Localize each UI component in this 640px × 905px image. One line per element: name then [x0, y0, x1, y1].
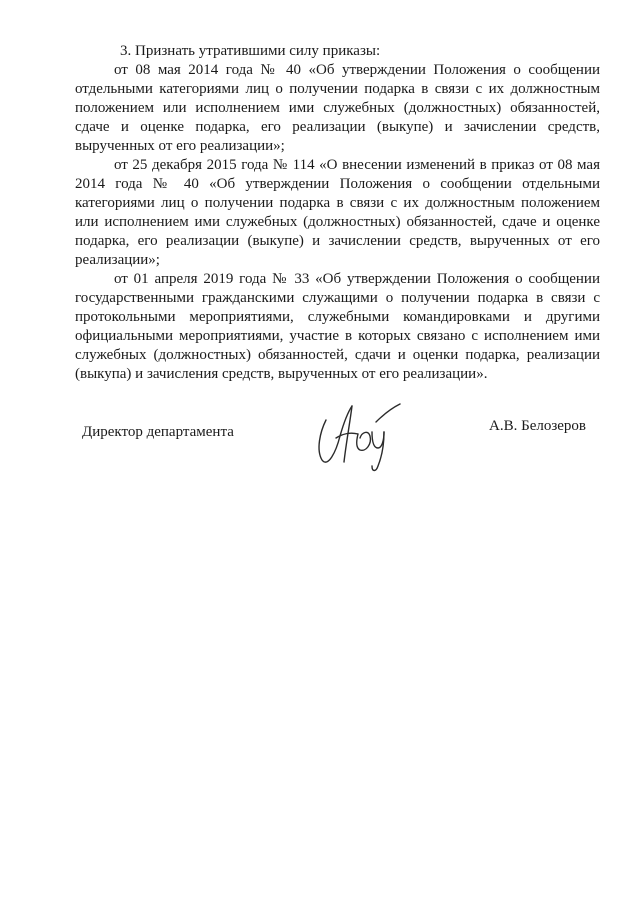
revoked-order-1: от 08 мая 2014 года № 40 «Об утверждении Положения о сообщении отдельными категориями лиц о получении подарка в связи с их должностным положением или исполнением ими служебных (должностных) обязанностей, сдаче и оценке подарка, его реализации (выкупе) и зачислении средств, вырученных от его реализации»; [75, 62, 600, 154]
revoked-order-3: от 01 апреля 2019 года № 33 «Об утверждении Положения о сообщении государственными гражданскими служащими о получении подарка в связи с протокольными мероприятиями, служебными командировками и другими официальными мероприятиями, участие в которых связано с исполнением ими служебных (должностных) обязанностей, сдачи и оценки подарка, реализации (выкупа) и зачисления средств, вырученных от его реализации». [75, 271, 600, 382]
clause-heading: 3. Признать утратившими силу приказы: [120, 43, 381, 59]
document-body [75, 42, 600, 384]
revoked-order-2: от 25 декабря 2015 года № 114 «О внесении изменений в приказ от 08 мая 2014 года № 40 «Об утверждении Положения о сообщении отдельными категориями лиц о получении подарка в связи с их должностным положением или исполнением ими служебных (должностных) обязанностей, сдаче и оценке подарка, его реализации (выкупе) и зачислении средств, вырученных от его реализации»; [75, 157, 600, 268]
signatory-name: А.В. Белозеров [489, 418, 587, 434]
signatory-position: Директор департамента [82, 424, 234, 440]
handwritten-signature [306, 392, 406, 478]
